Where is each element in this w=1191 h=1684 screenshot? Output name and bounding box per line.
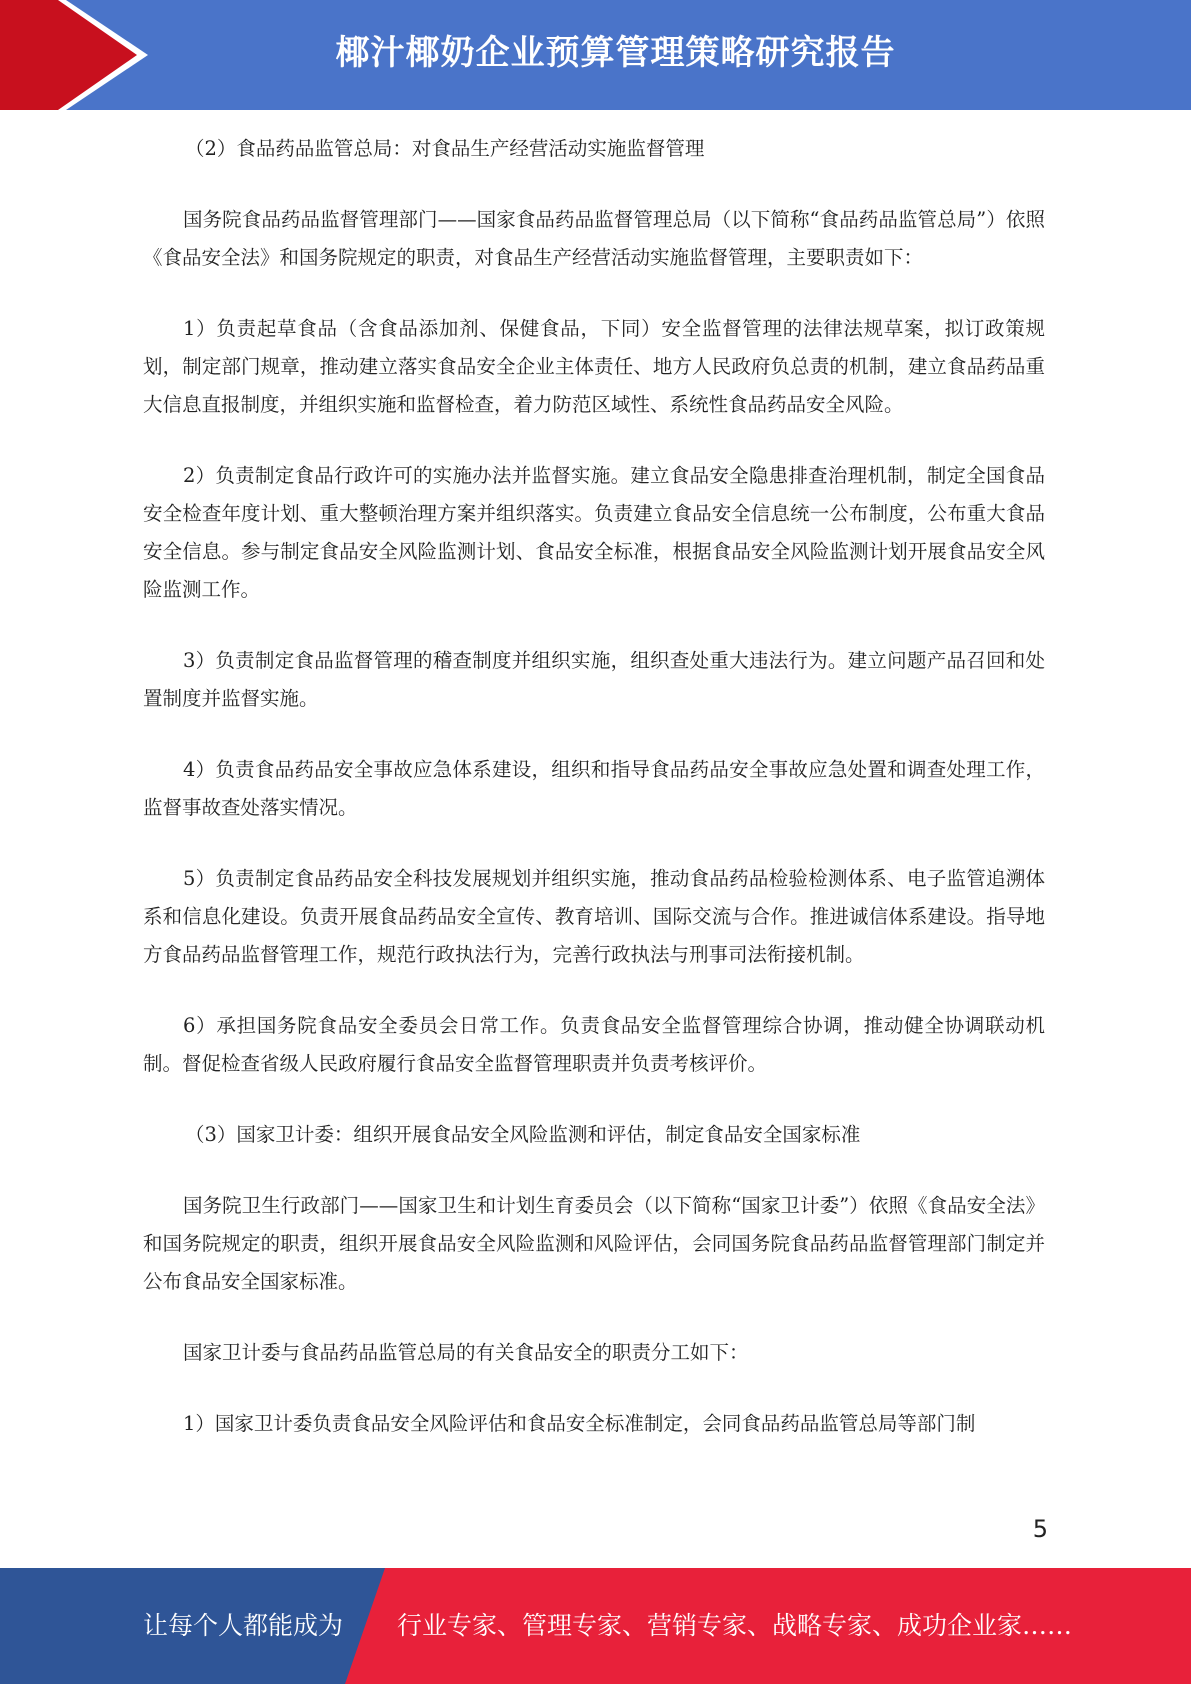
paragraph: 国务院食品药品监督管理部门——国家食品药品监督管理总局（以下简称“食品药品监管总局”）依照《食品安全法》和国务院规定的职责，对食品生产经营活动实施监督管理，主要职责如下： [143, 208, 1045, 269]
page-header [0, 0, 1191, 110]
page-footer [0, 1568, 1191, 1684]
paragraph: 1）国家卫计委负责食品安全风险评估和食品安全标准制定，会同食品药品监管总局等部门制 [183, 1412, 976, 1435]
document-body [143, 130, 1045, 1476]
report-title: 椰汁椰奶企业预算管理策略研究报告 [335, 33, 896, 73]
paragraph: 4）负责食品药品安全事故应急体系建设，组织和指导食品药品安全事故应急处置和调查处理工作，监督事故查处落实情况。 [143, 758, 1045, 819]
paragraph: 国务院卫生行政部门——国家卫生和计划生育委员会（以下简称“国家卫计委”）依照《食品安全法》和国务院规定的职责，组织开展食品安全风险监测和风险评估，会同国务院食品药品监督管理部门制定并公布食品安全国家标准。 [143, 1194, 1045, 1293]
footer-slogan-right: 行业专家、管理专家、营销专家、战略专家、成功企业家…… [397, 1611, 1073, 1640]
footer-slogan-left: 让每个人都能成为 [143, 1611, 344, 1640]
section-heading: （2）食品药品监管总局：对食品生产经营活动实施监督管理 [185, 137, 705, 160]
section-heading: （3）国家卫计委：组织开展食品安全风险监测和评估，制定食品安全国家标准 [185, 1123, 861, 1146]
paragraph: 2）负责制定食品行政许可的实施办法并监督实施。建立食品安全隐患排查治理机制，制定全国食品安全检查年度计划、重大整顿治理方案并组织落实。负责建立食品安全信息统一公布制度，公布重大食品安全信息。参与制定食品安全风险监测计划、食品安全标准，根据食品安全风险监测计划开展食品安全风险监测工作。 [143, 464, 1045, 601]
paragraph: 5）负责制定食品药品安全科技发展规划并组织实施，推动食品药品检验检测体系、电子监管追溯体系和信息化建设。负责开展食品药品安全宣传、教育培训、国际交流与合作。推进诚信体系建设。指导地方食品药品监督管理工作，规范行政执法行为，完善行政执法与刑事司法衔接机制。 [143, 867, 1045, 966]
page-number: 5 [1032, 1515, 1048, 1543]
paragraph: 国家卫计委与食品药品监管总局的有关食品安全的职责分工如下： [183, 1341, 749, 1364]
paragraph: 3）负责制定食品监督管理的稽查制度并组织实施，组织查处重大违法行为。建立问题产品召回和处置制度并监督实施。 [143, 649, 1045, 710]
paragraph: 6）承担国务院食品安全委员会日常工作。负责食品安全监督管理综合协调，推动健全协调联动机制。督促检查省级人民政府履行食品安全监督管理职责并负责考核评价。 [143, 1014, 1045, 1075]
paragraph: 1）负责起草食品（含食品添加剂、保健食品，下同）安全监督管理的法律法规草案，拟订政策规划，制定部门规章，推动建立落实食品安全企业主体责任、地方人民政府负总责的机制，建立食品药品重大信息直报制度，并组织实施和监督检查，着力防范区域性、系统性食品药品安全风险。 [143, 317, 1045, 416]
